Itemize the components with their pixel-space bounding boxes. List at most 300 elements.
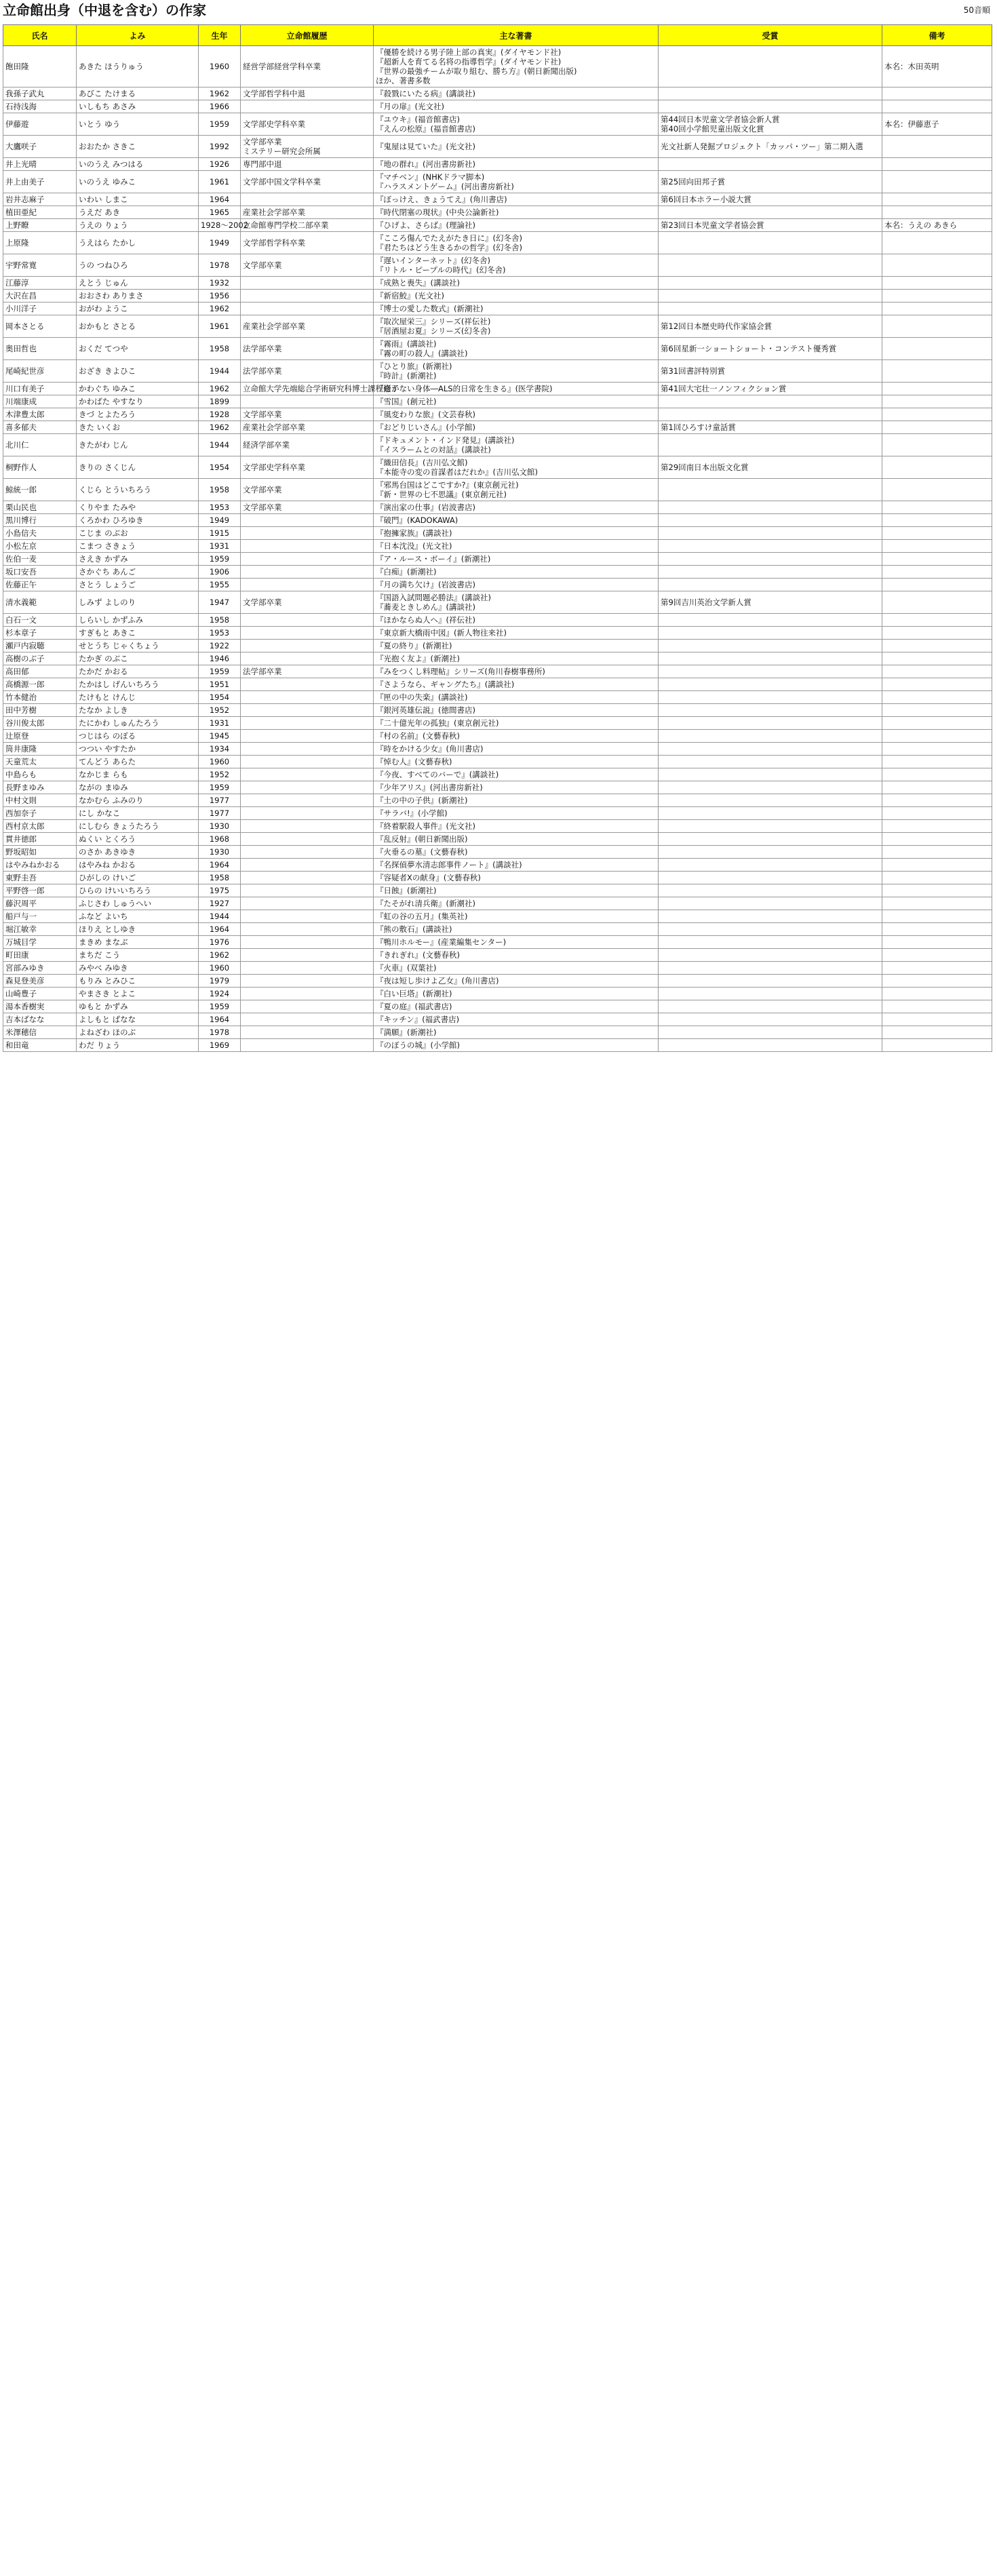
cell-awards — [659, 136, 882, 158]
cell-name-line: 高田郁 — [5, 667, 29, 676]
cell-name — [3, 768, 77, 781]
cell-yomi — [77, 514, 199, 527]
cell-year-line: 1931 — [209, 541, 230, 551]
cell-yomi — [77, 833, 199, 846]
table-row — [3, 591, 992, 614]
cell-name-line: 吉本ばなな — [5, 1015, 45, 1024]
cell-history — [241, 1013, 374, 1026]
cell-yomi — [77, 1000, 199, 1013]
cell-year-line: 1964 — [209, 924, 230, 934]
cell-yomi — [77, 527, 199, 540]
cell-works-line: 『今夜、すべてのバーで』(講談社) — [376, 770, 499, 779]
cell-name — [3, 936, 77, 949]
cell-year-line: 1961 — [209, 177, 230, 187]
cell-name-line: 岩井志麻子 — [5, 195, 45, 204]
table-row — [3, 756, 992, 768]
cell-works-line: 『日本沈没』(光文社) — [376, 541, 452, 551]
cell-awards — [659, 315, 882, 338]
cell-works-line: 『容疑者Xの献身』(文藝春秋) — [376, 873, 481, 882]
cell-history-line: 文学部卒業 — [243, 503, 282, 512]
cell-yomi — [77, 768, 199, 781]
cell-works — [374, 501, 659, 514]
table-row — [3, 807, 992, 820]
cell-year — [199, 794, 241, 807]
cell-yomi — [77, 781, 199, 794]
cell-history-line: 文学部中国文学科卒業 — [243, 177, 321, 187]
cell-notes — [882, 962, 992, 975]
cell-works — [374, 768, 659, 781]
cell-awards — [659, 794, 882, 807]
cell-yomi-line: まきめ まなぶ — [79, 937, 128, 947]
cell-year — [199, 820, 241, 833]
cell-awards — [659, 514, 882, 527]
table-row — [3, 219, 992, 232]
table-row — [3, 87, 992, 100]
cell-history — [241, 962, 374, 975]
table-row — [3, 1039, 992, 1052]
cell-works-line: 『リトル・ピープルの時代』(幻冬舎) — [376, 265, 506, 275]
header-name: 氏名 — [3, 25, 77, 46]
cell-yomi-line: おかもと さとる — [79, 321, 136, 331]
cell-name-line: 鯨統一郎 — [5, 485, 37, 494]
cell-name-line: 船戸与一 — [5, 912, 37, 921]
cell-history — [241, 338, 374, 360]
cell-name-line: 藤沢周平 — [5, 899, 37, 908]
cell-notes — [882, 395, 992, 408]
header-row — [3, 25, 992, 46]
cell-works — [374, 87, 659, 100]
cell-notes — [882, 171, 992, 193]
cell-yomi-line: ふなど よいち — [79, 912, 128, 921]
cell-year-line: 1944 — [209, 912, 230, 921]
cell-name — [3, 665, 77, 678]
cell-notes — [882, 87, 992, 100]
cell-works-line: 『演出家の仕事』(岩波書店) — [376, 503, 475, 512]
cell-notes — [882, 691, 992, 704]
cell-works-line: 『乱反射』(朝日新聞出版) — [376, 834, 468, 844]
cell-name-line: 栗山民也 — [5, 503, 37, 512]
table-row — [3, 303, 992, 315]
cell-yomi-line: おざき きよひこ — [79, 366, 136, 376]
table-row — [3, 527, 992, 540]
table-row — [3, 833, 992, 846]
cell-name-line: 貫井徳郎 — [5, 834, 37, 844]
cell-yomi — [77, 704, 199, 717]
cell-awards — [659, 383, 882, 395]
cell-works-line: 『ぼっけえ、きょうてえ』(角川書店) — [376, 195, 507, 204]
cell-works-line: 『鬼屋は見ていた』(光文社) — [376, 142, 475, 151]
cell-history — [241, 527, 374, 540]
cell-awards — [659, 479, 882, 501]
table-row — [3, 46, 992, 87]
cell-history — [241, 872, 374, 884]
cell-history — [241, 219, 374, 232]
cell-works — [374, 566, 659, 579]
cell-awards — [659, 627, 882, 640]
cell-year-line: 1930 — [209, 847, 230, 857]
cell-works-line: 『マチベン』(NHKドラマ脚本) — [376, 172, 485, 182]
cell-name — [3, 743, 77, 756]
cell-awards — [659, 46, 882, 87]
table-row — [3, 360, 992, 383]
cell-history — [241, 846, 374, 859]
cell-works — [374, 591, 659, 614]
cell-works — [374, 540, 659, 553]
cell-name — [3, 949, 77, 962]
cell-yomi-line: つじはら のぼる — [79, 731, 136, 741]
cell-history — [241, 277, 374, 290]
cell-name-line: 長野まゆみ — [5, 783, 45, 792]
cell-year — [199, 303, 241, 315]
cell-awards — [659, 781, 882, 794]
cell-notes — [882, 383, 992, 395]
cell-yomi-line: かわぐち ゆみこ — [79, 384, 136, 393]
cell-awards — [659, 691, 882, 704]
cell-yomi — [77, 627, 199, 640]
cell-yomi-line: いわい しまこ — [79, 195, 128, 204]
cell-history — [241, 1000, 374, 1013]
cell-works-line: 『時をかける少女』(角川書店) — [376, 744, 484, 754]
cell-year-line: 1965 — [209, 208, 230, 217]
cell-yomi — [77, 962, 199, 975]
cell-history — [241, 383, 399, 395]
table-row — [3, 514, 992, 527]
cell-awards — [659, 807, 882, 820]
cell-notes — [882, 303, 992, 315]
table-row — [3, 566, 992, 579]
cell-year — [199, 988, 241, 1000]
cell-year — [199, 910, 241, 923]
cell-year — [199, 514, 241, 527]
cell-notes — [882, 540, 992, 553]
cell-notes — [882, 434, 992, 456]
cell-notes — [882, 1013, 992, 1026]
table-row — [3, 553, 992, 566]
cell-yomi-line: いとう ゆう — [79, 119, 121, 129]
cell-works — [374, 338, 659, 360]
cell-name-line: 東野圭吾 — [5, 873, 37, 882]
cell-works-line: 『みをつくし料理帖』シリーズ(角川春樹事務所) — [376, 667, 545, 676]
cell-yomi-line: いのうえ みつはる — [79, 159, 144, 169]
cell-notes — [882, 360, 992, 383]
cell-history-line: 法学部卒業 — [243, 366, 282, 376]
table-row — [3, 1026, 992, 1039]
cell-yomi-line: ほりえ としゆき — [79, 924, 136, 934]
table-row — [3, 678, 992, 691]
cell-history-line: 産業社会学部卒業 — [243, 208, 305, 217]
cell-works-line: 『悼む人』(文藝春秋) — [376, 757, 452, 766]
cell-yomi — [77, 794, 199, 807]
cell-yomi-line: うえだ あき — [79, 208, 121, 217]
cell-history — [241, 833, 374, 846]
cell-year — [199, 962, 241, 975]
cell-year — [199, 591, 241, 614]
cell-awards — [659, 988, 882, 1000]
cell-history-line: 文学部哲学科中退 — [243, 89, 305, 98]
cell-yomi-line: うえはら たかし — [79, 238, 136, 248]
cell-name — [3, 315, 77, 338]
cell-yomi — [77, 290, 199, 303]
cell-yomi-line: まちだ こう — [79, 950, 121, 960]
cell-name-line: 北川仁 — [5, 440, 29, 450]
table-body — [3, 46, 992, 1052]
cell-history — [241, 254, 374, 277]
cell-awards — [659, 833, 882, 846]
cell-awards — [659, 884, 882, 897]
cell-works-line: 『ハラスメントゲーム』(河出書房新社) — [376, 182, 514, 191]
cell-yomi — [77, 579, 199, 591]
cell-works — [374, 833, 659, 846]
cell-name-line: 米澤穂信 — [5, 1028, 37, 1037]
cell-yomi-line: くじら とういちろう — [79, 485, 152, 494]
cell-awards — [659, 730, 882, 743]
cell-notes — [882, 923, 992, 936]
cell-awards — [659, 652, 882, 665]
cell-name — [3, 884, 77, 897]
cell-notes — [882, 833, 992, 846]
cell-yomi — [77, 884, 199, 897]
cell-year-line: 1964 — [209, 1015, 230, 1024]
cell-awards — [659, 704, 882, 717]
table-row — [3, 846, 992, 859]
table-row — [3, 408, 992, 421]
cell-works-line: 『新・世界の七不思議』(東京創元社) — [376, 490, 507, 499]
cell-name — [3, 206, 77, 219]
cell-yomi-line: よねざわ ほのぶ — [79, 1028, 136, 1037]
cell-works-line: 『熊の敷石』(講談社) — [376, 924, 452, 934]
cell-name — [3, 501, 77, 514]
cell-notes — [882, 897, 992, 910]
cell-history — [241, 591, 374, 614]
cell-year-line: 1947 — [209, 598, 230, 607]
cell-year-line: 1951 — [209, 680, 230, 689]
cell-notes — [882, 614, 992, 627]
cell-year — [199, 171, 241, 193]
cell-works — [374, 846, 659, 859]
cell-name-line: 岡本さとる — [5, 321, 45, 331]
cell-awards-line: 第29回南日本出版文化賞 — [661, 463, 749, 472]
table-row — [3, 794, 992, 807]
cell-yomi — [77, 553, 199, 566]
cell-name-line: 高樹のぶ子 — [5, 654, 45, 663]
cell-name — [3, 408, 77, 421]
cell-history — [241, 395, 374, 408]
header-notes: 備考 — [882, 25, 992, 46]
cell-yomi-line: なかむら ふみのり — [79, 796, 144, 805]
cell-works-line: 『ドキュメント・インド発見』(講談社) — [376, 435, 515, 445]
cell-year-line: 1927 — [209, 899, 230, 908]
cell-yomi — [77, 988, 199, 1000]
cell-name — [3, 395, 77, 408]
cell-works — [374, 988, 659, 1000]
cell-year — [199, 833, 241, 846]
cell-year-line: 1978 — [209, 260, 230, 270]
cell-history — [241, 1026, 374, 1039]
sort-order-note: 50音順 — [963, 5, 990, 15]
cell-name-line: 井上由美子 — [5, 177, 45, 187]
cell-awards — [659, 743, 882, 756]
cell-name-line: 石持浅海 — [5, 102, 37, 111]
cell-awards — [659, 100, 882, 113]
table-row — [3, 820, 992, 833]
cell-yomi-line: おがわ ようこ — [79, 304, 128, 313]
cell-name-line: 小島信夫 — [5, 528, 37, 538]
cell-awards — [659, 910, 882, 923]
cell-name — [3, 614, 77, 627]
cell-name — [3, 383, 77, 395]
cell-works — [374, 781, 659, 794]
cell-yomi-line: かわばた やすなり — [79, 397, 144, 406]
cell-year — [199, 456, 241, 479]
cell-yomi — [77, 360, 199, 383]
cell-works-line: 『終着駅殺人事件』(光文社) — [376, 821, 475, 831]
cell-works-line: 『雪国』(創元社) — [376, 397, 437, 406]
cell-history — [241, 678, 374, 691]
cell-year — [199, 290, 241, 303]
cell-name-line: 中村文則 — [5, 796, 37, 805]
cell-name-line: 佐伯一麦 — [5, 554, 37, 564]
cell-awards — [659, 897, 882, 910]
cell-year — [199, 193, 241, 206]
table-row — [3, 277, 992, 290]
cell-notes — [882, 704, 992, 717]
cell-works-line: 『優勝を続ける男子陸上部の真実』(ダイヤモンド社) — [376, 47, 562, 57]
cell-notes — [882, 820, 992, 833]
cell-awards — [659, 678, 882, 691]
cell-name-line: 田中芳樹 — [5, 705, 37, 715]
cell-year-line: 1944 — [209, 366, 230, 376]
cell-notes — [882, 936, 992, 949]
cell-history — [241, 232, 374, 254]
cell-year-line: 1992 — [209, 142, 230, 151]
cell-works — [374, 665, 659, 678]
cell-works — [374, 652, 659, 665]
cell-works — [374, 923, 659, 936]
cell-history — [241, 691, 374, 704]
cell-awards — [659, 113, 882, 136]
cell-name — [3, 527, 77, 540]
cell-works-line: 『名探偵夢水清志郎事件ノート』(講談社) — [376, 860, 522, 870]
cell-yomi — [77, 395, 199, 408]
cell-yomi — [77, 456, 199, 479]
cell-yomi-line: くりやま たみや — [79, 503, 136, 512]
cell-history — [241, 910, 374, 923]
cell-year — [199, 338, 241, 360]
cell-year-line: 1978 — [209, 1028, 230, 1037]
cell-notes — [882, 743, 992, 756]
table-row — [3, 434, 992, 456]
cell-awards — [659, 566, 882, 579]
cell-works — [374, 730, 659, 743]
cell-year — [199, 579, 241, 591]
cell-name — [3, 704, 77, 717]
cell-name — [3, 1026, 77, 1039]
cell-year — [199, 743, 241, 756]
cell-name — [3, 434, 77, 456]
cell-name-line: 伊藤遊 — [5, 119, 29, 129]
cell-year — [199, 553, 241, 566]
cell-history-line: 文学部卒業 — [243, 137, 282, 147]
cell-year — [199, 756, 241, 768]
cell-year — [199, 540, 241, 553]
cell-works — [374, 807, 659, 820]
cell-year-line: 1960 — [209, 62, 230, 71]
cell-year-line: 1964 — [209, 195, 230, 204]
cell-awards — [659, 158, 882, 171]
cell-awards — [659, 949, 882, 962]
cell-year — [199, 395, 241, 408]
cell-year-line: 1959 — [209, 667, 230, 676]
cell-works-line: 『博士の愛した数式』(新潮社) — [376, 304, 484, 313]
cell-works — [374, 206, 659, 219]
cell-year-line: 1962 — [209, 423, 230, 432]
cell-yomi — [77, 254, 199, 277]
cell-notes — [882, 591, 992, 614]
cell-name — [3, 360, 77, 383]
cell-works-line: 『村の名前』(文藝春秋) — [376, 731, 460, 741]
cell-history — [241, 652, 374, 665]
cell-history — [241, 717, 374, 730]
cell-works — [374, 434, 659, 456]
cell-works — [374, 949, 659, 962]
cell-year-line: 1954 — [209, 463, 230, 472]
cell-works-line: 『殺戮にいたる病』(講談社) — [376, 89, 475, 98]
cell-works-line: 『たそがれ清兵衛』(新潮社) — [376, 899, 475, 908]
cell-name-line: 町田康 — [5, 950, 29, 960]
cell-works-line: 『虹の谷の五月』(集英社) — [376, 912, 468, 921]
cell-name — [3, 219, 77, 232]
cell-name-line: 和田竜 — [5, 1040, 29, 1050]
cell-name-line: 喜多郁夫 — [5, 423, 37, 432]
cell-yomi-line: つつい やすたか — [79, 744, 136, 754]
cell-yomi-line: せとうち じゃくちょう — [79, 641, 159, 650]
cell-works — [374, 614, 659, 627]
cell-year-line: 1944 — [209, 440, 230, 450]
cell-year-line: 1915 — [209, 528, 230, 538]
cell-year-line: 1928～2002 — [201, 220, 249, 230]
cell-year — [199, 1039, 241, 1052]
cell-history — [241, 171, 374, 193]
cell-awards — [659, 254, 882, 277]
cell-name — [3, 962, 77, 975]
cell-notes — [882, 988, 992, 1000]
cell-yomi-line: ひらの けいいちろう — [79, 886, 152, 895]
table-row — [3, 884, 992, 897]
cell-yomi-line: ながの まゆみ — [79, 783, 128, 792]
cell-name-line: 中島らも — [5, 770, 37, 779]
table-row — [3, 936, 992, 949]
cell-year-line: 1962 — [209, 89, 230, 98]
cell-year-line: 1928 — [209, 410, 230, 419]
cell-name-line: 飽田隆 — [5, 62, 29, 71]
cell-history — [241, 408, 374, 421]
cell-works — [374, 897, 659, 910]
cell-history-line: 文学部卒業 — [243, 485, 282, 494]
cell-year — [199, 975, 241, 988]
cell-history — [241, 781, 374, 794]
cell-yomi-line: ふじさわ しゅうへい — [79, 899, 152, 908]
cell-notes — [882, 640, 992, 652]
cell-works-line: 『白い巨塔』(新潮社) — [376, 989, 452, 998]
cell-yomi-line: いのうえ ゆみこ — [79, 177, 136, 187]
table-row — [3, 100, 992, 113]
table-row — [3, 206, 992, 219]
cell-yomi-line: おおさわ ありまさ — [79, 291, 144, 300]
cell-yomi — [77, 206, 199, 219]
cell-yomi — [77, 1026, 199, 1039]
cell-year-line: 1962 — [209, 950, 230, 960]
cell-yomi — [77, 949, 199, 962]
